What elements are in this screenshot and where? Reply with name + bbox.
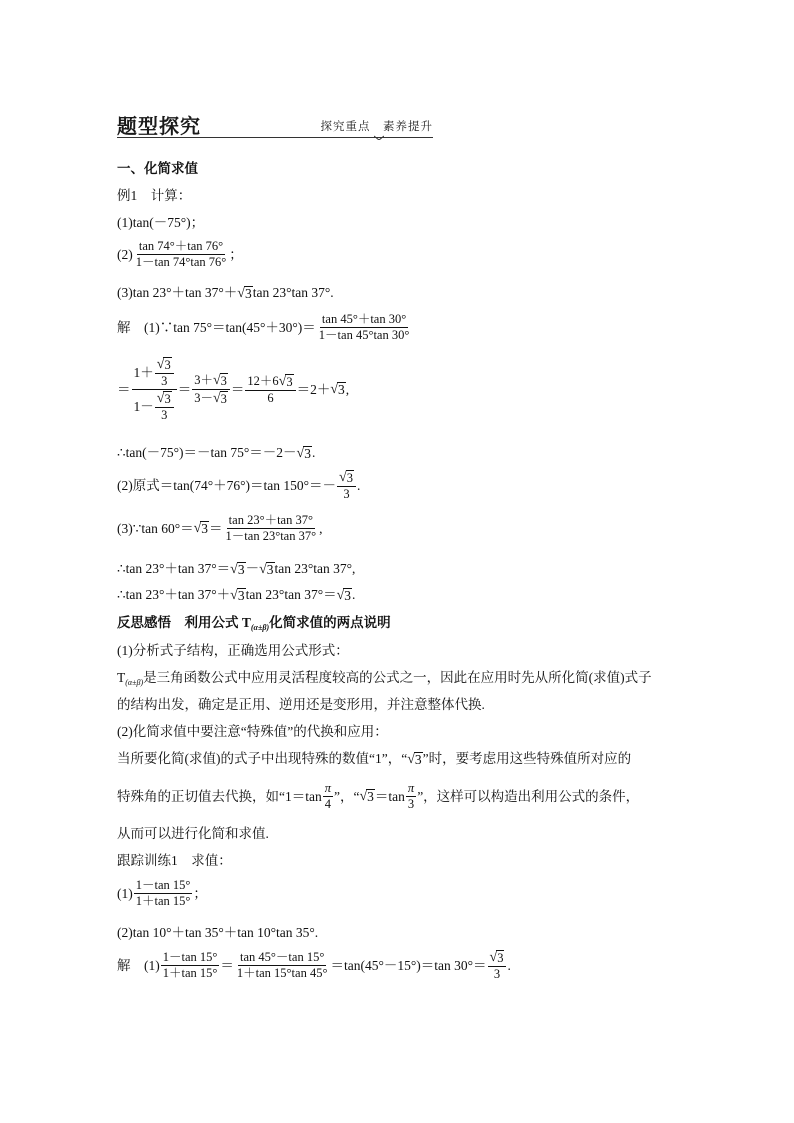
numerator — [488, 950, 507, 967]
numerator: tan 74°＋tan 76° — [138, 239, 224, 253]
numerator — [132, 357, 177, 390]
solution-line-1 — [117, 313, 412, 342]
header-subtitle: 探究重点 素养提升 — [320, 121, 433, 133]
expression-text: 12＋6 — [247, 374, 279, 388]
denominator: 4 — [324, 797, 331, 811]
fraction — [134, 879, 193, 908]
denominator: 3 — [343, 487, 350, 501]
radicand: 3 — [286, 375, 293, 389]
sqrt-expression — [407, 752, 422, 767]
radicand: 3 — [164, 392, 171, 406]
solution-label: 解 (1) — [117, 957, 160, 973]
radicand: 3 — [497, 951, 504, 965]
reflection-point-1: (1)分析式子结构，正确选用公式形式： — [117, 643, 349, 658]
sqrt-expression — [213, 373, 228, 388]
radical-sign-icon: √ — [296, 445, 305, 461]
numerator: 1－tan 15° — [162, 950, 218, 964]
radicand: 3 — [237, 561, 245, 577]
fraction — [224, 514, 319, 543]
fraction — [337, 470, 356, 501]
paragraph-text: ”，“ — [334, 788, 360, 804]
radical-sign-icon: √ — [489, 950, 498, 965]
sqrt-expression — [213, 391, 228, 406]
sqrt-expression — [297, 446, 312, 461]
punctuation: . — [352, 587, 356, 602]
radical-sign-icon: √ — [330, 382, 339, 397]
example-part-2 — [117, 240, 243, 269]
punctuation: ； — [229, 246, 243, 262]
radical-sign-icon: √ — [230, 587, 238, 603]
expression-text: ＝tan(45°－15°)＝tan 30°＝ — [330, 957, 487, 973]
part-number: (2) — [117, 246, 133, 262]
header-notch-icon — [374, 134, 384, 140]
header-rule — [117, 137, 433, 138]
fraction — [317, 313, 412, 342]
sqrt-expression — [194, 521, 209, 536]
radical-sign-icon: √ — [212, 391, 221, 406]
paragraph-text: 特殊角的正切值去代换，如“1＝tan — [117, 788, 322, 804]
paragraph-text: ”时，要考虑用这些特殊值所对应的 — [422, 751, 632, 766]
numerator — [245, 374, 295, 391]
reflection-title-text: 反思感悟 利用公式 T — [117, 615, 251, 630]
sqrt-expression — [230, 588, 245, 603]
equals-sign: ＝ — [230, 381, 245, 397]
solution-line-7 — [117, 587, 355, 603]
header-title: 题型探究 — [117, 114, 201, 138]
radicand: 3 — [304, 445, 311, 461]
expression-text: (2)原式＝tan(74°＋76°)＝tan 150°＝－ — [117, 477, 337, 493]
formula-subscript: (α±β) — [250, 623, 270, 632]
radical-sign-icon: √ — [336, 587, 345, 603]
fraction — [488, 950, 507, 981]
numerator: π — [407, 781, 415, 795]
denominator: 1－tan 74°tan 76° — [135, 255, 227, 269]
reflection-paragraph-cont: 的结构出发，确定是正用、逆用还是变形用，并注意整体代换. — [117, 697, 485, 712]
expression-text: ∴tan(－75°)＝－tan 75°＝－2－ — [117, 445, 297, 460]
radical-sign-icon: √ — [230, 561, 238, 577]
fraction — [155, 391, 174, 422]
sqrt-expression — [337, 588, 352, 603]
section-header — [117, 110, 433, 140]
denominator: 1＋tan 15° — [135, 894, 191, 908]
sqrt-expression — [237, 286, 252, 301]
fraction — [161, 951, 220, 980]
solution-label: 解 (1)∵tan 75°＝tan(45°＋30°)＝ — [117, 319, 316, 335]
solution-line-2 — [117, 357, 349, 422]
expression-text: (3)∵tan 60°＝ — [117, 520, 194, 536]
radicand: 3 — [220, 374, 227, 388]
expression-text: (3)tan 23°＋tan 37°＋ — [117, 285, 238, 300]
solution-line-4 — [117, 470, 360, 501]
numerator — [337, 470, 356, 487]
expression-text: ∴tan 23°＋tan 37°＋ — [117, 587, 231, 602]
reflection-paragraph-3 — [117, 782, 639, 811]
example-part-3 — [117, 285, 334, 301]
radicand: 3 — [244, 285, 252, 301]
radicand: 3 — [201, 521, 209, 536]
example-label: 例1 计算： — [117, 188, 192, 203]
example-part-1: (1)tan(－75°)； — [117, 215, 205, 230]
denominator: 3 — [161, 408, 168, 422]
punctuation: . — [311, 445, 316, 460]
fraction — [134, 240, 229, 269]
fraction — [323, 782, 333, 811]
equals-sign: ＝ — [117, 381, 131, 397]
denominator: 3 — [161, 374, 168, 388]
sqrt-expression — [259, 562, 274, 577]
radical-sign-icon: √ — [339, 470, 347, 485]
radicand: 3 — [164, 358, 171, 372]
minus-sign: － — [245, 561, 260, 576]
paragraph-text: 当所要化简(求值)的式子中出现特殊的数值“1”，“ — [117, 751, 408, 766]
radical-sign-icon: √ — [193, 521, 202, 536]
paragraph-text: ”，这样可以构造出利用公式的条件， — [417, 788, 640, 804]
radical-sign-icon: √ — [359, 789, 368, 804]
expression-text: tan 23°tan 37°, — [274, 561, 356, 576]
expression-text: tan 23°tan 37°. — [252, 285, 334, 300]
fraction — [235, 951, 330, 980]
solution-line-5 — [117, 514, 322, 543]
reflection-paragraph-4: 从而可以进行化简和求值. — [117, 826, 269, 841]
radicand: 3 — [367, 789, 374, 804]
radical-sign-icon: √ — [407, 751, 415, 767]
radicand: 3 — [220, 392, 227, 406]
sqrt-expression — [359, 789, 374, 804]
sqrt-expression — [230, 562, 245, 577]
denominator: 1－tan 45°tan 30° — [318, 328, 410, 342]
denominator: 3 — [493, 967, 501, 981]
radicand: 3 — [237, 587, 245, 603]
fraction — [192, 373, 230, 406]
punctuation: . — [356, 477, 361, 493]
numerator: tan 45°＋tan 30° — [321, 312, 407, 326]
punctuation: , — [319, 520, 323, 536]
radical-sign-icon: √ — [212, 373, 221, 388]
radical-sign-icon: √ — [278, 374, 287, 389]
expression-text: ∴tan 23°＋tan 37°＝ — [117, 561, 231, 576]
sqrt-expression — [330, 382, 345, 397]
denominator: 3 — [407, 797, 415, 811]
radicand: 3 — [346, 471, 353, 485]
equals-sign: ＝ — [209, 520, 223, 536]
punctuation: , — [345, 381, 350, 397]
numerator — [155, 391, 174, 408]
equals-sign: ＝ — [220, 957, 234, 973]
practice-part-2: (2)tan 10°＋tan 35°＋tan 10°tan 35°. — [117, 925, 319, 940]
solution-line-3 — [117, 445, 315, 461]
formula-symbol: T — [117, 670, 126, 685]
fraction — [245, 374, 295, 405]
numerator: 1－tan 15° — [135, 878, 191, 892]
numerator: tan 23°＋tan 37° — [228, 513, 313, 527]
formula-subscript: (α±β) — [125, 678, 144, 687]
compound-fraction — [132, 357, 177, 422]
sqrt-expression — [279, 374, 294, 389]
denominator — [192, 390, 230, 406]
expression-text: 1－ — [133, 399, 154, 414]
numerator — [192, 373, 230, 390]
reflection-title — [117, 615, 391, 636]
radical-sign-icon: √ — [237, 285, 245, 301]
radicand: 3 — [344, 587, 352, 603]
practice-part-1 — [117, 879, 207, 908]
denominator: 1－tan 23°tan 37° — [225, 529, 317, 543]
radicand: 3 — [266, 561, 274, 577]
denominator: 1＋tan 15° — [162, 966, 218, 980]
radical-sign-icon: √ — [259, 561, 267, 577]
radicand: 3 — [414, 751, 422, 767]
expression-text: tan 23°tan 37°＝ — [245, 587, 337, 602]
denominator: 1＋tan 15°tan 45° — [236, 966, 328, 980]
reflection-point-2: (2)化简求值中要注意“特殊值”的代换和应用： — [117, 724, 388, 739]
radicand: 3 — [338, 382, 345, 397]
solution-line-6 — [117, 561, 355, 577]
reflection-paragraph — [117, 670, 652, 691]
practice-solution — [117, 950, 511, 981]
section-title: 一、化简求值 — [117, 161, 198, 176]
paragraph-text: ＝tan — [374, 788, 405, 804]
expression-text: 1＋ — [133, 365, 154, 380]
numerator: tan 45°－tan 15° — [240, 950, 325, 964]
expression-text: 3＋ — [194, 373, 213, 387]
practice-label: 跟踪训练1 求值： — [117, 853, 232, 868]
radical-sign-icon: √ — [156, 357, 165, 372]
denominator: 6 — [267, 391, 274, 405]
fraction — [155, 357, 174, 388]
paragraph-text: 是三角函数公式中应用灵活程度较高的公式之一，因此在应用时先从所化简(求值)式子 — [143, 670, 652, 685]
reflection-title-text: 化简求值的两点说明 — [269, 615, 391, 630]
part-number: (1) — [117, 885, 133, 901]
numerator: π — [324, 781, 331, 795]
expression-text: 3－ — [194, 391, 213, 405]
reflection-paragraph-2 — [117, 751, 631, 767]
fraction — [406, 782, 416, 811]
expression-text: ＝2＋ — [296, 381, 331, 397]
numerator — [155, 357, 174, 374]
denominator — [132, 390, 177, 422]
punctuation: ； — [193, 885, 207, 901]
punctuation: . — [507, 957, 511, 973]
equals-sign: ＝ — [177, 381, 192, 397]
radical-sign-icon: √ — [156, 391, 165, 406]
